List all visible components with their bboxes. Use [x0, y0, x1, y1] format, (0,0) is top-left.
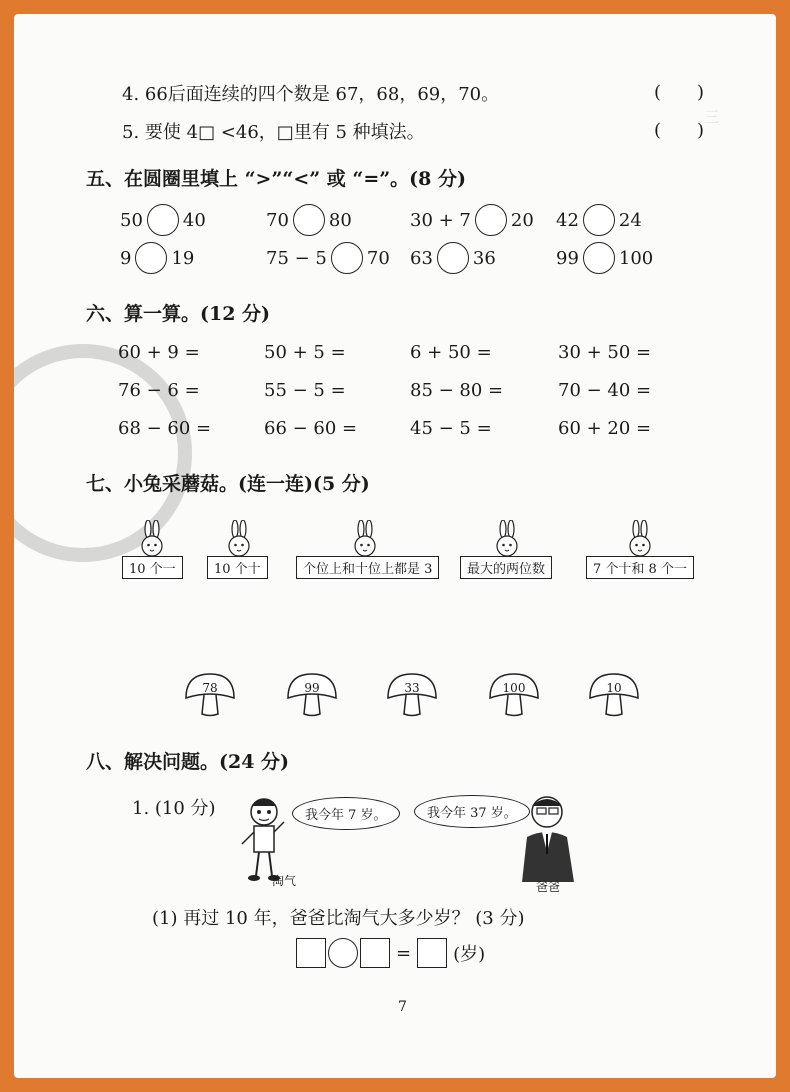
comparison-left: 9 [120, 247, 132, 269]
rabbit-icon [226, 520, 252, 558]
kid-speech-bubble: 我今年 7 岁。 [292, 797, 400, 830]
mushroom-number: 33 [404, 681, 420, 695]
mushroom-number: 78 [202, 681, 218, 695]
calc-problem[interactable]: 6 + 50 = [410, 342, 492, 363]
section-8-heading: 八、解决问题。(24 分) [86, 751, 290, 773]
sub-question-1: (1) 再过 10 年，爸爸比淘气大多少岁？ (3 分) [152, 908, 525, 929]
equation-box-1[interactable] [296, 938, 326, 968]
equals-sign: = [396, 942, 412, 964]
rabbit-label[interactable]: 7 个十和 8 个一 [586, 556, 694, 579]
calc-problem[interactable]: 55 − 5 = [264, 380, 346, 401]
comparison-circle[interactable] [135, 242, 167, 274]
comparison-left: 75 − 5 [266, 247, 327, 269]
calc-problem[interactable]: 70 − 40 = [558, 380, 652, 401]
rabbit-icon [139, 520, 165, 558]
calc-problem[interactable]: 45 − 5 = [410, 418, 492, 439]
comparison-item [120, 242, 194, 274]
comparison-right: 20 [510, 209, 534, 231]
comparison-left: 30 + 7 [410, 209, 471, 231]
item-4-answer-paren[interactable]: ( ) [654, 82, 705, 103]
rabbit-label[interactable]: 最大的两位数 [460, 556, 552, 579]
mushroom-number: 99 [304, 681, 320, 695]
item-4: 4. 66后面连续的四个数是 67，68，69，70。 [122, 84, 500, 105]
kid-illustration [234, 792, 294, 884]
comparison-left: 42 [556, 209, 579, 231]
comparison-left: 50 [120, 209, 143, 231]
comparison-circle[interactable] [331, 242, 363, 274]
equation-row [296, 938, 485, 968]
comparison-left: 70 [266, 209, 289, 231]
calc-problem[interactable]: 68 − 60 = [118, 418, 212, 439]
calc-problem[interactable]: 60 + 9 = [118, 342, 200, 363]
page-number: 7 [398, 999, 407, 1015]
comparison-circle[interactable] [437, 242, 469, 274]
comparison-circle[interactable] [293, 204, 325, 236]
comparison-circle[interactable] [475, 204, 507, 236]
calc-problem[interactable]: 50 + 5 = [264, 342, 346, 363]
comparison-item [556, 204, 642, 236]
comparison-circle[interactable] [583, 242, 615, 274]
dad-name: 爸爸 [536, 880, 561, 894]
equation-answer-box[interactable] [417, 938, 447, 968]
comparison-item [556, 242, 653, 274]
rabbit-label[interactable]: 10 个一 [122, 556, 183, 579]
comparison-item [266, 242, 390, 274]
problem-1-label: 1. (10 分) [132, 798, 216, 819]
rabbit-icon [352, 520, 378, 558]
comparison-left: 99 [556, 247, 579, 269]
comparison-right: 19 [171, 247, 195, 269]
section-7-heading: 七、小兔采蘑菇。(连一连)(5 分) [86, 473, 370, 495]
worksheet-page [14, 14, 776, 1078]
comparison-right: 40 [182, 209, 206, 231]
bleed-through-text: 三 [704, 108, 720, 126]
calc-problem[interactable]: 76 − 6 = [118, 380, 200, 401]
item-5: 5. 要使 4□ <46，□里有 5 种填法。 [122, 122, 425, 143]
item-5-answer-paren[interactable]: ( ) [654, 120, 705, 141]
mushroom-number: 10 [606, 681, 622, 695]
mushroom-number: 100 [502, 681, 526, 695]
comparison-item [410, 242, 496, 274]
comparison-left: 63 [410, 247, 433, 269]
calc-problem[interactable]: 66 − 60 = [264, 418, 358, 439]
unit-label: (岁) [453, 944, 486, 965]
comparison-right: 36 [472, 247, 496, 269]
equation-box-2[interactable] [360, 938, 390, 968]
comparison-right: 24 [618, 209, 642, 231]
calc-problem[interactable]: 60 + 20 = [558, 418, 652, 439]
section-6-heading: 六、算一算。(12 分) [86, 303, 271, 325]
comparison-right: 80 [328, 209, 352, 231]
comparison-item [266, 204, 352, 236]
section-5-heading: 五、在圆圈里填上 “>”“<” 或 “=”。(8 分) [86, 168, 466, 190]
comparison-item [120, 204, 206, 236]
watermark-stamp [14, 344, 192, 562]
kid-name: 淘气 [272, 874, 297, 888]
rabbit-label[interactable]: 10 个十 [207, 556, 268, 579]
equation-operator-circle[interactable] [328, 938, 358, 968]
comparison-circle[interactable] [147, 204, 179, 236]
comparison-right: 70 [366, 247, 390, 269]
rabbit-label[interactable]: 个位上和十位上都是 3 [296, 556, 439, 579]
comparison-right: 100 [618, 247, 654, 269]
comparison-item [410, 204, 534, 236]
calc-problem[interactable]: 30 + 50 = [558, 342, 652, 363]
rabbit-icon [627, 520, 653, 558]
rabbit-icon [494, 520, 520, 558]
comparison-circle[interactable] [583, 204, 615, 236]
dad-speech-bubble: 我今年 37 岁。 [414, 795, 530, 828]
calc-problem[interactable]: 85 − 80 = [410, 380, 504, 401]
